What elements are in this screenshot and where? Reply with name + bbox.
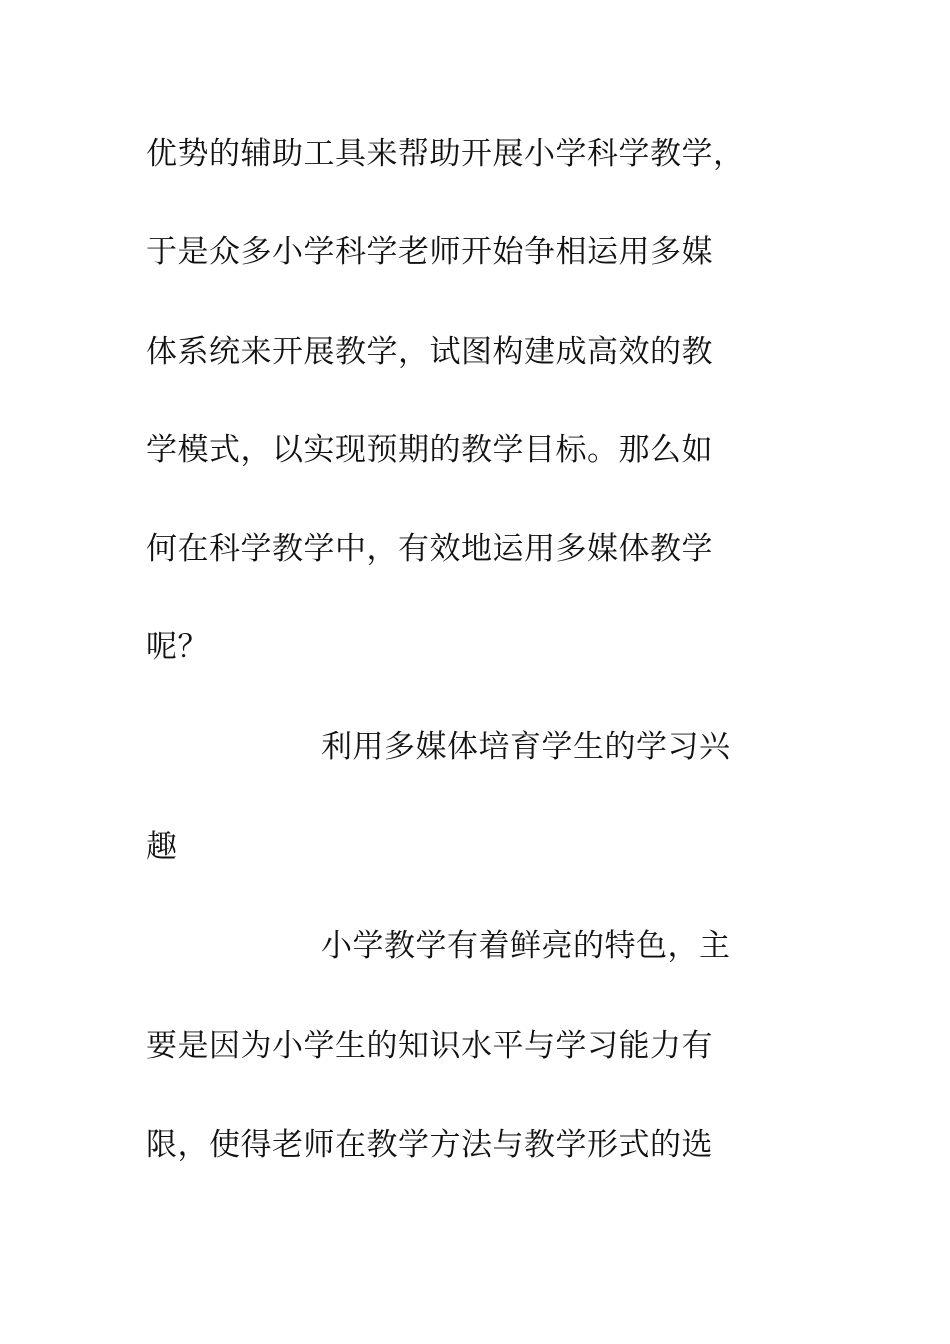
section-heading-line: 利用多媒体培育学生的学习兴 bbox=[321, 729, 731, 765]
paragraph-line: 优势的辅助工具来帮助开展小学科学教学， bbox=[146, 136, 745, 172]
section-heading-line: 趣 bbox=[146, 829, 178, 865]
paragraph-line: 限，使得老师在教学方法与教学形式的选 bbox=[146, 1127, 713, 1163]
paragraph-line: 要是因为小学生的知识水平与学习能力有 bbox=[146, 1028, 713, 1064]
paragraph-line: 于是众多小学科学老师开始争相运用多媒 bbox=[146, 234, 713, 270]
paragraph-line: 学模式，以实现预期的教学目标。那么如 bbox=[146, 432, 713, 468]
paragraph-line: 何在科学教学中，有效地运用多媒体教学 bbox=[146, 531, 713, 567]
paragraph-line: 呢？ bbox=[146, 629, 209, 665]
paragraph-line: 小学教学有着鲜亮的特色，主 bbox=[321, 928, 731, 964]
paragraph-line: 体系统来开展教学，试图构建成高效的教 bbox=[146, 334, 713, 370]
